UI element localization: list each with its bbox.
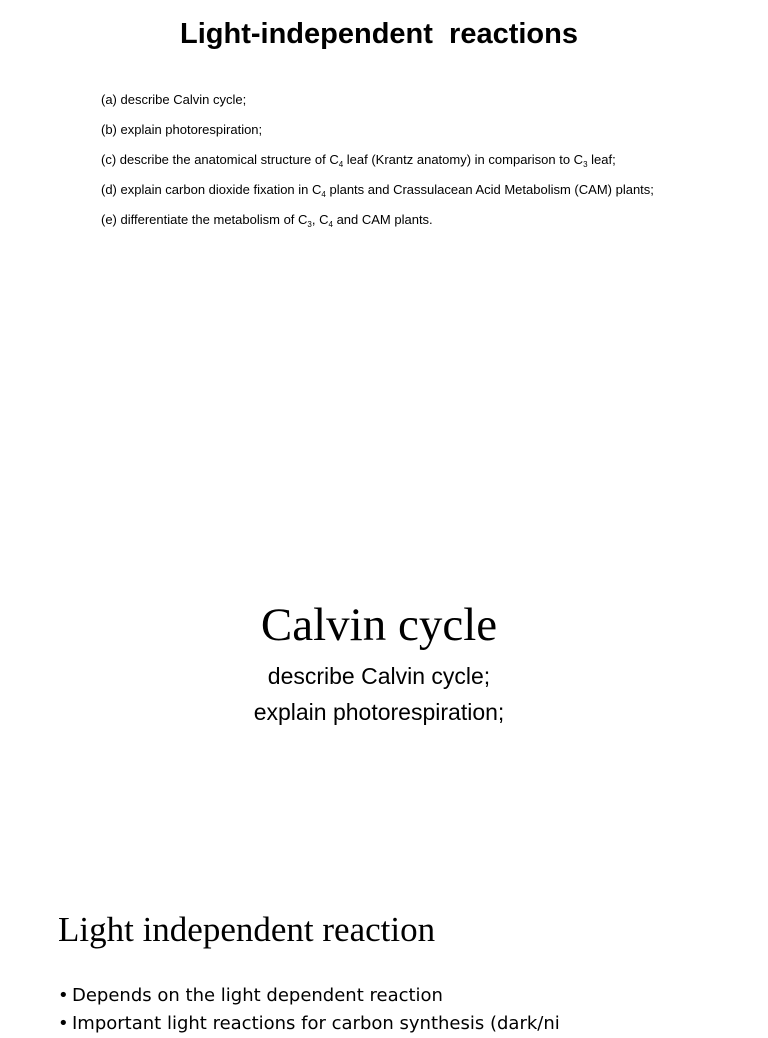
objective-item xyxy=(101,120,681,140)
bullet-text: Depends on the light dependent reaction xyxy=(72,985,443,1006)
subscript: 4 xyxy=(338,160,344,169)
slide-title: Light-independent reactions xyxy=(180,18,578,50)
slide-heading: Light independent reaction xyxy=(58,910,436,949)
subscript: 4 xyxy=(321,190,326,199)
objective-text: (b) explain photorespiration; xyxy=(101,122,263,137)
objective-text: (a) describe Calvin cycle; xyxy=(101,92,247,107)
objective-item xyxy=(101,210,681,230)
bullet-icon: • xyxy=(58,1013,69,1034)
objective-text: leaf (Krantz anatomy) in comparison to C xyxy=(343,152,584,167)
bullet-list xyxy=(58,982,748,1038)
section-title: Calvin cycle xyxy=(260,599,498,651)
subscript: 3 xyxy=(307,220,312,229)
objective-text: and CAM plants. xyxy=(332,212,433,227)
objective-text: (e) differentiate the metabolism of C xyxy=(101,212,308,227)
objective-text: plants and Crassulacean Acid Metabolism (CAM) plants; xyxy=(325,182,654,197)
objective-text: (c) describe the anatomical structure of C xyxy=(101,152,339,167)
subscript: 3 xyxy=(583,160,588,169)
section-subtitle-1: describe Calvin cycle; xyxy=(267,663,491,689)
objectives-list xyxy=(101,90,681,240)
bullet-item xyxy=(58,982,748,1010)
subscript: 4 xyxy=(328,220,333,229)
bullet-text: Important light reactions for carbon synthesis (dark/ni xyxy=(72,1013,560,1034)
objective-item xyxy=(101,150,681,170)
bullet-item xyxy=(58,1010,748,1038)
objective-text: leaf; xyxy=(587,152,616,167)
objective-item xyxy=(101,180,681,200)
objective-text: , C xyxy=(311,212,329,227)
objective-text: (d) explain carbon dioxide fixation in C xyxy=(101,182,322,197)
objective-item xyxy=(101,90,681,110)
section-subtitle-2: explain photorespiration; xyxy=(253,699,505,725)
bullet-icon: • xyxy=(58,985,69,1006)
